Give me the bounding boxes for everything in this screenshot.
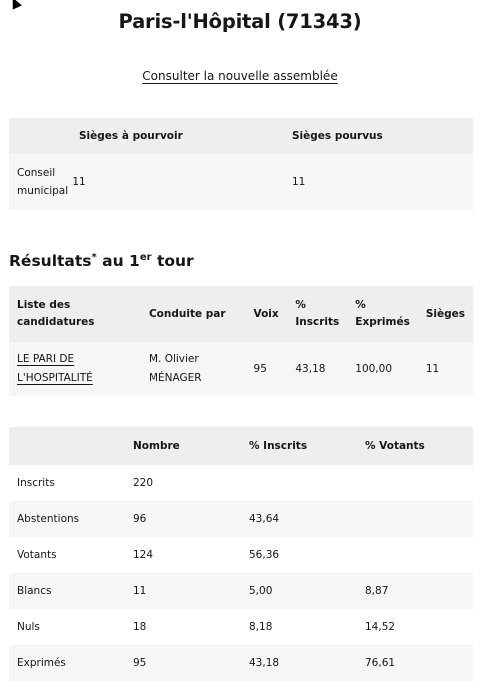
row-label: Blancs	[9, 573, 125, 609]
cell-nombre: 95	[125, 645, 241, 681]
page-title: Paris-l'Hôpital (71343)	[118, 10, 362, 33]
header-sieges: Sièges	[418, 286, 473, 342]
row-label: Inscrits	[9, 465, 125, 501]
header-sieges-a-pourvoir: Sièges à pourvoir	[9, 118, 284, 154]
row-label: Conseil municipal	[17, 167, 69, 197]
cell-nombre: 220	[125, 465, 241, 501]
list-link[interactable]: LE PARI DE L'HOSPITALITÉ	[17, 353, 93, 384]
value-pourvus: 11	[284, 154, 473, 210]
header-pct-inscrits: % Inscrits	[287, 286, 347, 342]
table-row	[9, 645, 473, 681]
cell-pct-votants	[357, 501, 473, 537]
header-conduite: Conduite par	[141, 286, 246, 342]
new-assembly-link[interactable]: Consulter la nouvelle assemblée	[142, 69, 338, 83]
cell-pct-inscrits: 56,36	[241, 537, 357, 573]
cell-pct-votants: 76,61	[357, 645, 473, 681]
row-label: Exprimés	[9, 645, 125, 681]
row-label: Votants	[9, 537, 125, 573]
table-row	[9, 573, 473, 609]
cell-voix: 95	[246, 342, 288, 396]
cell-nombre: 96	[125, 501, 241, 537]
cell-pct-inscrits: 43,18	[287, 342, 347, 396]
header-pct-exprimes: % Exprimés	[347, 286, 418, 342]
table-row	[9, 154, 473, 210]
results-heading: Résultats* au 1er tour	[9, 252, 194, 271]
cell-pct-inscrits: 43,18	[241, 645, 357, 681]
table-row	[9, 609, 473, 645]
cell-pct-exprimes: 100,00	[347, 342, 418, 396]
header-pct-inscrits: % Inscrits	[241, 427, 357, 465]
header-pct-votants: % Votants	[357, 427, 473, 465]
header-voix: Voix	[246, 286, 288, 342]
cell-pct-votants: 14,52	[357, 609, 473, 645]
header-sieges-pourvus: Sièges pourvus	[284, 118, 473, 154]
value-a-pourvoir: 11	[72, 176, 86, 188]
cell-pct-inscrits: 5,00	[241, 573, 357, 609]
header-liste: Liste des candidatures	[9, 286, 141, 342]
stats-table	[9, 427, 473, 681]
table-row	[9, 501, 473, 537]
cell-pct-votants	[357, 465, 473, 501]
row-label: Abstentions	[9, 501, 125, 537]
cell-sieges: 11	[418, 342, 473, 396]
cell-nombre: 18	[125, 609, 241, 645]
cell-nombre: 11	[125, 573, 241, 609]
cell-pct-votants	[357, 537, 473, 573]
cell-conduite: M. Olivier MÉNAGER	[141, 342, 246, 396]
cell-pct-votants: 8,87	[357, 573, 473, 609]
table-row	[9, 537, 473, 573]
row-label: Nuls	[9, 609, 125, 645]
header-blank	[9, 427, 125, 465]
table-row	[9, 342, 473, 396]
cell-nombre: 124	[125, 537, 241, 573]
header-nombre: Nombre	[125, 427, 241, 465]
mouse-cursor-icon	[8, 0, 22, 10]
cell-pct-inscrits	[241, 465, 357, 501]
results-table	[9, 286, 473, 396]
cell-pct-inscrits: 43,64	[241, 501, 357, 537]
new-assembly-link-container	[0, 65, 480, 84]
cell-pct-inscrits: 8,18	[241, 609, 357, 645]
table-row	[9, 465, 473, 501]
sieges-table	[9, 118, 473, 210]
